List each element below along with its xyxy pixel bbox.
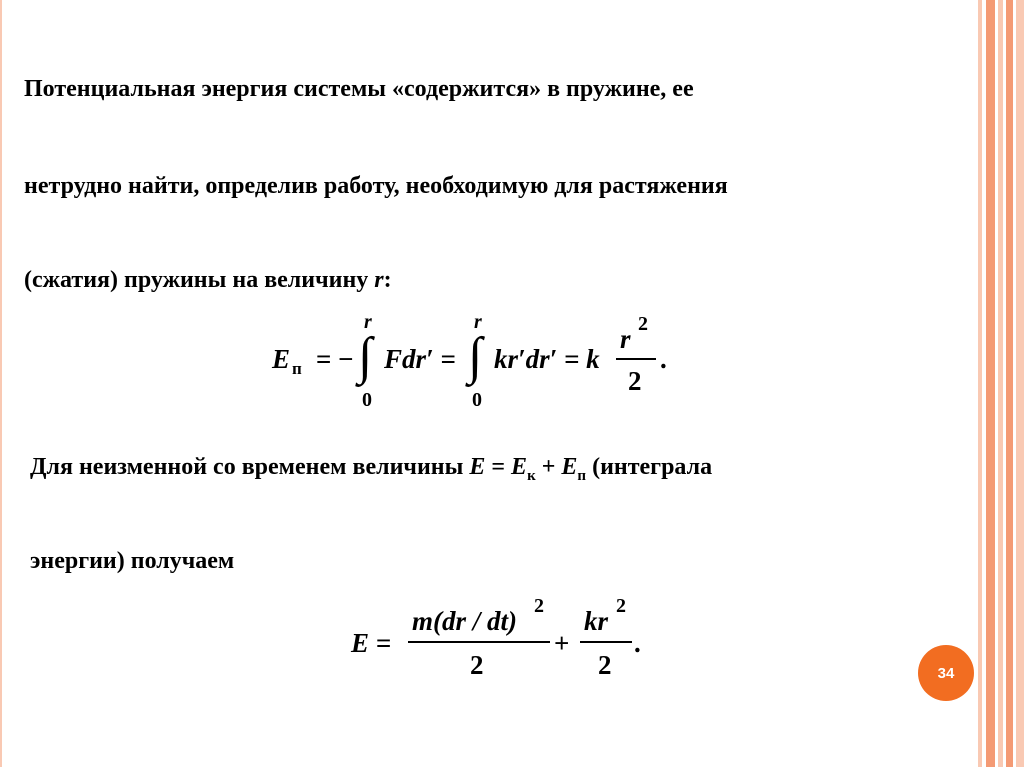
formula-2-denominator-2: 2	[598, 650, 612, 680]
line-3-suffix: :	[383, 267, 392, 293]
formula-2-period: .	[634, 628, 641, 658]
paragraph-2-line-2: энергии) получаем	[30, 548, 235, 574]
formula-1-lower-limit-1: 0	[362, 389, 372, 411]
formula-1-fraction-bar	[616, 358, 656, 360]
border-stripe-3	[998, 0, 1003, 767]
formula-1-period: .	[660, 344, 667, 374]
formula-2-plus: +	[554, 628, 570, 658]
potential-subscript: п	[577, 467, 587, 484]
line-1-suffix: (интеграла	[586, 454, 713, 480]
plus-sign: +	[535, 454, 562, 480]
formula-1-integrand-1: Fdr′ =	[384, 344, 456, 374]
formula-2-lhs: E =	[351, 628, 392, 658]
energy-E: E	[469, 454, 486, 480]
formula-1-E-subscript: п	[292, 359, 302, 378]
paragraph-1-line-1: Потенциальная энергия системы «содержится» в пружине, ее	[24, 76, 694, 102]
line-1-prefix: Для неизменной со временем величины	[30, 454, 470, 480]
formula-2-numerator-2-exponent: 2	[616, 595, 626, 617]
border-stripe-2	[986, 0, 995, 767]
border-stripe-5	[1016, 0, 1024, 767]
formula-2-denominator-1: 2	[470, 650, 484, 680]
border-stripe-left	[0, 0, 2, 767]
formula-1-denominator: 2	[628, 366, 642, 396]
paragraph-1-line-2: нетрудно найти, определив работу, необходимую для растяжения	[24, 173, 728, 199]
formula-2-fraction-bar-2	[580, 641, 632, 643]
variable-r: r	[374, 267, 384, 293]
integral-sign-1: ∫	[358, 328, 373, 385]
equals-sign: =	[485, 454, 512, 480]
formula-2-numerator-1-exponent: 2	[534, 595, 544, 617]
formula-1-upper-limit-2: r	[474, 311, 482, 333]
formula-1-integrand-2: kr′dr′ = k	[494, 344, 600, 374]
formula-2-numerator-2: kr	[584, 606, 609, 636]
potential-energy: E	[561, 454, 578, 480]
formula-1-upper-limit-1: r	[364, 311, 372, 333]
kinetic-subscript: к	[527, 467, 536, 484]
paragraph-2-line-1	[30, 455, 712, 484]
formula-2-numerator-1: m(dr / dt)	[412, 606, 517, 636]
formula-1-lower-limit-2: 0	[472, 389, 482, 411]
border-stripe-4	[1006, 0, 1013, 767]
formula-1-numerator-exponent: 2	[638, 313, 648, 335]
formula-1-equals-minus: = −	[316, 344, 354, 374]
integral-sign-2: ∫	[468, 328, 483, 385]
paragraph-1-line-3	[24, 268, 392, 292]
border-stripe-1	[978, 0, 982, 767]
page-number-badge: 34	[918, 645, 974, 701]
kinetic-energy: E	[511, 454, 528, 480]
formula-1-E: E	[272, 344, 291, 374]
line-3-prefix: (сжатия) пружины на величину	[24, 267, 375, 293]
formula-2-fraction-bar-1	[408, 641, 550, 643]
formula-1-numerator: r	[620, 324, 631, 354]
